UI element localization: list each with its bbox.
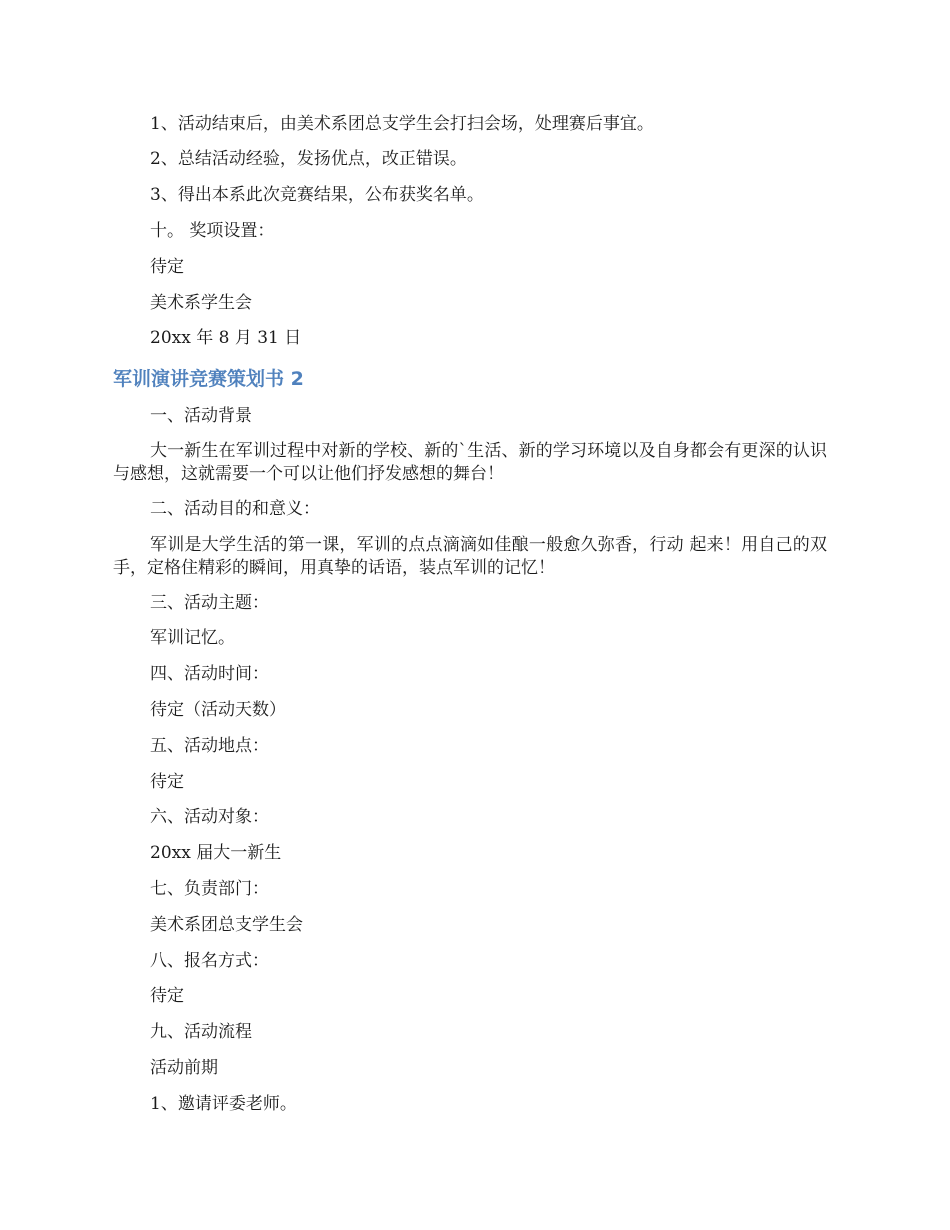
award-value: 待定 — [150, 257, 184, 277]
flow-item: 1、邀请评委老师。 — [150, 1094, 297, 1114]
summary-item: 2、总结活动经验，发扬优点，改正错误。 — [150, 149, 467, 169]
flow-heading: 九、活动流程 — [150, 1022, 252, 1042]
time-heading: 四、活动时间： — [150, 664, 269, 684]
location-value: 待定 — [150, 772, 184, 792]
dept-value: 美术系团总支学生会 — [150, 915, 303, 935]
cleanup-item: 1、活动结束后，由美术系团总支学生会打扫会场，处理赛后事宜。 — [150, 114, 654, 134]
background-heading: 一、活动背景 — [150, 406, 252, 426]
dept-heading: 七、负责部门： — [150, 879, 269, 899]
award-heading: 十。 奖项设置： — [150, 221, 275, 241]
results-item: 3、得出本系此次竞赛结果，公布获奖名单。 — [150, 185, 484, 205]
signup-value: 待定 — [150, 986, 184, 1006]
location-heading: 五、活动地点： — [150, 736, 269, 756]
date: 20xx 年 8 月 31 日 — [150, 328, 302, 348]
background-text: 大一新生在军训过程中对新的学校、新的`生活、新的学习环境以及自身都会有更深的认识与感想，这就需要一个可以让他们抒发感想的舞台！ — [113, 441, 827, 484]
signup-heading: 八、报名方式： — [150, 951, 269, 971]
theme-heading: 三、活动主题： — [150, 593, 269, 613]
flow-phase: 活动前期 — [150, 1058, 218, 1078]
purpose-heading: 二、活动目的和意义： — [150, 499, 320, 519]
time-value: 待定（活动天数） — [150, 700, 286, 720]
theme-value: 军训记忆。 — [150, 628, 235, 648]
target-heading: 六、活动对象： — [150, 807, 269, 827]
target-value: 20xx 届大一新生 — [150, 843, 282, 863]
section-title: 军训演讲竞赛策划书 2 — [113, 368, 304, 390]
purpose-text: 军训是大学生活的第一课，军训的点点滴滴如佳酿一般愈久弥香，行动 起来！用自己的双手，定格住精彩的瞬间，用真挚的话语，装点军训的记忆！ — [113, 535, 827, 578]
signature: 美术系学生会 — [150, 293, 252, 313]
